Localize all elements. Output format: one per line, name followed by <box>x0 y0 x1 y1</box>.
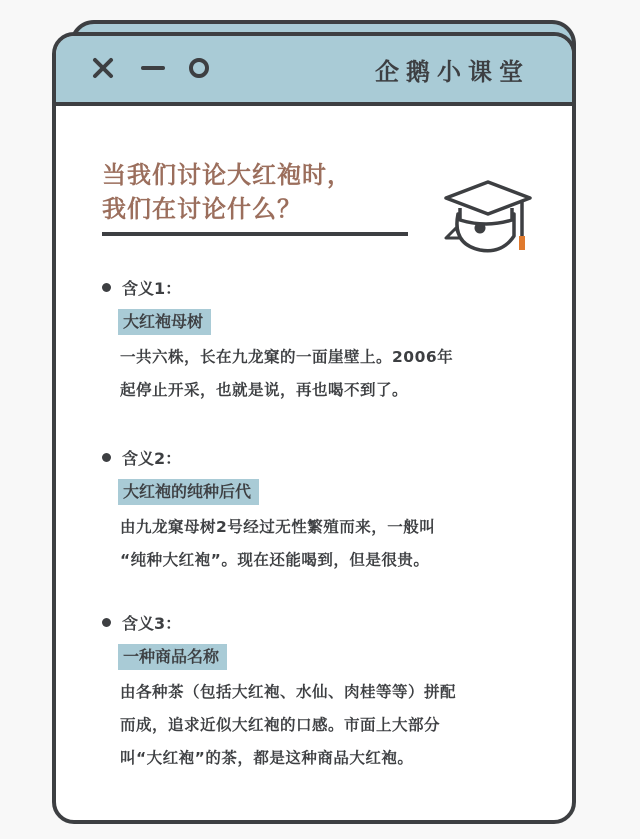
body-line: 一共六株，长在九龙窠的一面崖壁上。2006年 <box>120 348 454 366</box>
body-line: 起停止开采，也就是说，再也喝不到了。 <box>120 381 409 399</box>
body-line: 叫“大红袍”的茶，都是这种商品大红袍。 <box>120 749 414 767</box>
meaning-section-1 <box>100 276 453 407</box>
section-tag: 一种商品名称 <box>118 644 227 670</box>
close-icon[interactable] <box>90 55 116 81</box>
minimize-icon[interactable] <box>140 55 166 81</box>
window-title: 企鹅小课堂 <box>375 58 530 86</box>
section-label: 含义1： <box>122 279 182 298</box>
section-body <box>120 676 456 775</box>
section-tag: 大红袍的纯种后代 <box>118 479 259 505</box>
graduation-cap-penguin-icon <box>442 174 534 256</box>
body-line: 而成，追求近似大红袍的口感。市面上大部分 <box>120 716 441 734</box>
heading-underline <box>102 232 408 236</box>
bullet-dot <box>102 283 111 292</box>
heading-line-2: 我们在讨论什么？ <box>102 195 302 223</box>
body-line: 由各种茶（包括大红袍、水仙、肉桂等等）拼配 <box>120 683 457 701</box>
bullet-dot <box>102 618 111 627</box>
section-body <box>120 341 453 407</box>
section-body <box>120 511 435 577</box>
body-line: “纯种大红袍”。现在还能喝到，但是很贵。 <box>120 551 430 569</box>
heading-line-1: 当我们讨论大红袍时， <box>102 161 352 189</box>
window-card <box>52 32 576 824</box>
body-line: 由九龙窠母树2号经过无性繁殖而来，一般叫 <box>120 518 436 536</box>
bullet-dot <box>102 453 111 462</box>
maximize-icon[interactable] <box>186 55 212 81</box>
section-tag: 大红袍母树 <box>118 309 211 335</box>
title-bar <box>56 36 572 106</box>
meaning-section-2 <box>100 446 435 577</box>
section-label: 含义3： <box>122 614 182 633</box>
page-heading <box>102 158 352 226</box>
meaning-section-3 <box>100 611 456 775</box>
section-label: 含义2： <box>122 449 182 468</box>
